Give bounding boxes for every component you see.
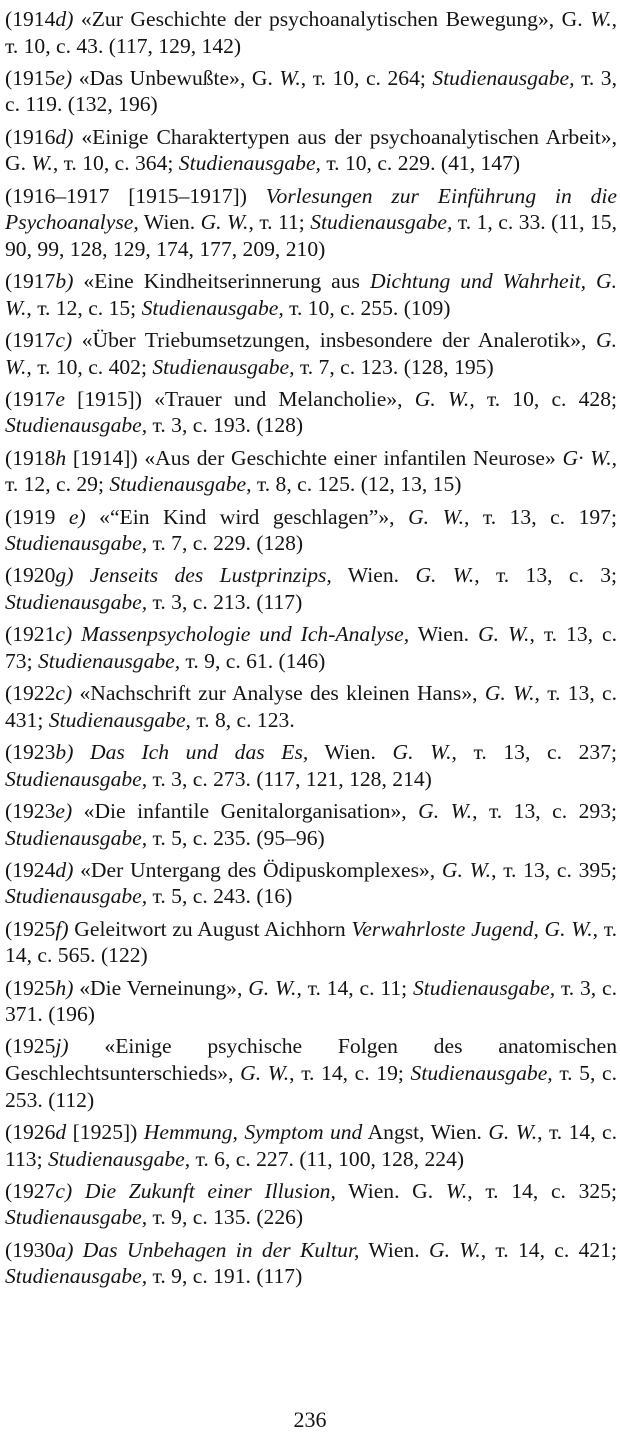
- entry-italic-text: Studienausgabe,: [38, 648, 181, 673]
- entry-text: т. 5, с. 253. (112): [5, 1061, 617, 1112]
- entry-text: (1924: [5, 857, 56, 882]
- entry-text: , т. 13, с. 73;: [5, 622, 618, 673]
- entry-italic-text: e): [68, 504, 86, 529]
- entry-italic-text: h: [55, 445, 67, 470]
- entry-text: Wien.: [359, 1237, 429, 1262]
- entry-italic-text: Studienausgabe,: [412, 975, 556, 1000]
- entry-italic-text: G· W.: [562, 445, 612, 470]
- entry-italic-text: Das Unbehagen in der Kultur,: [82, 1237, 360, 1262]
- entry-italic-text: W.: [279, 65, 301, 90]
- entry-italic-text: c): [55, 327, 73, 352]
- entry-text: [1925]): [66, 1119, 144, 1144]
- bibliography-entry: [5, 739, 617, 792]
- entry-text: «Einige Charaktertypen aus der psychoanalytischen Arbeit», G.: [5, 124, 617, 176]
- entry-text: , т. 14, с. 565. (122): [5, 916, 617, 968]
- entry-text: т. 7, с. 229. (128): [147, 531, 304, 556]
- entry-italic-text: e: [55, 386, 65, 411]
- entry-text: , т. 13, с. 237;: [451, 740, 618, 765]
- entry-italic-text: W.: [445, 1178, 468, 1203]
- entry-text: , т. 14, с. 421;: [480, 1237, 618, 1262]
- entry-text: Wien.: [308, 740, 393, 765]
- entry-italic-text: Hemmung, Symptom und: [143, 1119, 363, 1144]
- entry-italic-text: f): [55, 916, 69, 941]
- entry-italic-text: Studienausgabe,: [141, 295, 284, 320]
- entry-italic-text: Verwahrloste Jugend, G. W.: [351, 916, 593, 941]
- page-number: 236: [293, 1407, 327, 1432]
- entry-italic-text: G. W.: [415, 563, 475, 588]
- entry-italic-text: c): [55, 622, 73, 647]
- bibliography-entry: [5, 6, 617, 59]
- entry-italic-text: b): [55, 740, 74, 765]
- entry-text: , т. 10, с. 364;: [52, 151, 179, 176]
- entry-italic-text: Das Ich und das Es,: [90, 740, 309, 765]
- entry-text: [1914]) «Aus der Geschichte einer infantilen Neurose»: [66, 445, 563, 470]
- entry-text: , т. 13, с. 3;: [474, 563, 618, 588]
- entry-text: , т. 13, с. 395;: [491, 857, 617, 882]
- entry-text: Wien.: [409, 622, 479, 647]
- entry-italic-text: Studienausgabe,: [310, 210, 453, 235]
- entry-text: [72, 622, 81, 646]
- entry-italic-text: G. W.: [418, 798, 473, 823]
- bibliography-entry: [5, 798, 617, 851]
- entry-italic-text: Vorlesungen zur Einführung in die Psychoanalyse,: [5, 183, 617, 235]
- entry-text: [73, 563, 89, 587]
- entry-italic-text: Jenseits des Lustprinzips,: [89, 563, 332, 588]
- entry-italic-text: d: [55, 1119, 67, 1144]
- entry-italic-text: Studienausgabe,: [5, 531, 148, 556]
- entry-italic-text: a): [55, 1237, 74, 1262]
- entry-italic-text: G. W.: [441, 857, 492, 882]
- bibliography-entry: [5, 975, 617, 1028]
- entry-italic-text: G. W.: [478, 622, 530, 647]
- bibliography-entry: [5, 1119, 617, 1172]
- entry-text: , т. 13, с. 293;: [472, 798, 617, 823]
- entry-italic-text: Studienausgabe,: [5, 1264, 148, 1289]
- entry-text: (1916: [5, 124, 56, 149]
- entry-text: (1925: [5, 1034, 56, 1059]
- entry-text: т. 7, с. 123. (128, 195): [294, 354, 494, 379]
- entry-italic-text: G. W.: [414, 386, 470, 411]
- entry-italic-text: W.: [31, 151, 53, 176]
- entry-italic-text: d): [55, 857, 74, 882]
- entry-text: «Die infantile Genitalorganisation»,: [72, 798, 419, 823]
- entry-text: [73, 740, 90, 764]
- entry-italic-text: Studienausgabe,: [432, 65, 575, 90]
- entry-text: «Die Verneinung»,: [73, 975, 249, 1000]
- entry-text: Angst, Wien.: [362, 1119, 489, 1144]
- entry-italic-text: j): [55, 1034, 69, 1059]
- entry-text: [1915]) «Trauer und Melancholie»,: [64, 386, 415, 411]
- entry-italic-text: G. W.: [392, 740, 452, 765]
- entry-text: т. 9, с. 61. (146): [180, 648, 326, 673]
- bibliography-entry: [5, 916, 617, 969]
- entry-text: т. 1, с. 33. (11, 15, 90, 99, 128, 129, 174, 177, 209, 210): [5, 210, 617, 261]
- entry-text: (1927: [5, 1178, 56, 1203]
- entry-text: Wien. G.: [335, 1178, 446, 1203]
- entry-text: т. 3, с. 213. (117): [147, 590, 303, 615]
- bibliography-entry: [5, 562, 617, 615]
- bibliography-entry: [5, 327, 617, 380]
- entry-text: т. 10, с. 255. (109): [283, 295, 451, 320]
- entry-italic-text: Massenpsychologie und Ich-Analyse,: [81, 622, 410, 647]
- entry-text: , т. 12, с. 29;: [5, 445, 617, 497]
- entry-italic-text: Studienausgabe,: [109, 472, 252, 497]
- entry-text: (1918: [5, 445, 56, 470]
- entry-italic-text: e): [55, 65, 73, 90]
- entry-text: , т. 10, с. 43. (117, 129, 142): [5, 7, 617, 58]
- entry-italic-text: Studienausgabe,: [5, 825, 148, 850]
- entry-italic-text: Studienausgabe,: [5, 884, 148, 909]
- entry-text: «Zur Geschichte der psychoanalytischen Bewegung», G.: [73, 7, 591, 31]
- entry-text: (1930: [5, 1237, 56, 1262]
- entry-text: (1923: [5, 740, 56, 765]
- entry-italic-text: Studienausgabe,: [48, 707, 191, 732]
- bibliography-entry: [5, 386, 617, 439]
- entry-text: , т. 10, с. 402;: [26, 354, 153, 379]
- entry-text: т. 6, с. 227. (11, 100, 128, 224): [190, 1146, 465, 1171]
- bibliography-entry: [5, 445, 617, 498]
- entry-text: (1916–1917 [1915–1917]): [5, 183, 266, 208]
- bibliography-entry: [5, 268, 617, 321]
- entry-italic-text: g): [55, 563, 74, 588]
- entry-italic-text: c): [55, 1178, 73, 1203]
- entry-text: (1926: [5, 1119, 56, 1144]
- entry-italic-text: G. W.: [488, 1119, 538, 1144]
- entry-text: «Eine Kindheitserinnerung aus: [73, 269, 370, 294]
- entry-text: , т. 14, с. 11;: [296, 975, 413, 1000]
- bibliography-entry: [5, 857, 617, 910]
- entry-text: т. 9, с. 135. (226): [147, 1205, 304, 1230]
- entry-text: т. 3, с. 371. (196): [5, 975, 617, 1027]
- entry-text: «Einige psychische Folgen des anatomischen Geschlechtsunterschieds»,: [5, 1034, 617, 1086]
- entry-text: (1917: [5, 269, 56, 294]
- entry-text: «Nachschrift zur Analyse des kleinen Hans»,: [72, 681, 485, 706]
- entry-italic-text: Studienausgabe,: [5, 590, 148, 615]
- entry-text: (1923: [5, 798, 56, 823]
- entry-text: [73, 1238, 82, 1262]
- entry-text: т. 9, с. 191. (117): [147, 1264, 303, 1289]
- entry-text: «Über Triebumsetzungen, insbesondere der Analerotik»,: [72, 327, 596, 352]
- entry-italic-text: Die Zukunft einer Illusion,: [84, 1178, 336, 1203]
- entry-italic-text: G. W.: [240, 1061, 290, 1086]
- entry-text: , т. 14, с. 19;: [289, 1061, 411, 1086]
- entry-text: Wien.: [138, 210, 201, 235]
- entry-italic-text: G. W.: [200, 210, 249, 235]
- entry-text: т. 5, с. 243. (16): [147, 884, 293, 909]
- entry-italic-text: G. W.: [484, 681, 535, 706]
- entry-text: т. 10, с. 229. (41, 147): [320, 151, 521, 176]
- entry-italic-text: Studienausgabe,: [5, 766, 148, 791]
- entry-text: т. 3, с. 193. (128): [147, 413, 304, 438]
- entry-text: «“Ein Kind wird geschlagen”»,: [85, 504, 409, 529]
- bibliography-entry: [5, 1237, 617, 1290]
- entry-text: , т. 13, с. 431;: [5, 681, 618, 732]
- entry-text: (1917: [5, 327, 56, 352]
- entry-italic-text: Dichtung und Wahrheit, G. W.: [5, 269, 617, 320]
- entry-italic-text: b): [55, 269, 74, 294]
- entry-text: (1915: [5, 65, 56, 90]
- entry-text: , т. 14, с. 325;: [467, 1178, 618, 1203]
- entry-italic-text: G. W.: [5, 327, 617, 379]
- entry-italic-text: Studienausgabe,: [5, 413, 148, 438]
- entry-text: , т. 10, с. 264;: [300, 65, 433, 90]
- bibliography-entry: [5, 183, 617, 263]
- entry-text: т. 8, с. 123.: [190, 707, 295, 732]
- entry-italic-text: G. W.: [428, 1237, 481, 1262]
- bibliography-entry: [5, 504, 617, 557]
- entry-text: т. 8, с. 125. (12, 13, 15): [251, 472, 462, 497]
- entry-text: (1917: [5, 386, 56, 411]
- entry-italic-text: d): [55, 7, 74, 31]
- bibliography-list: [5, 6, 617, 1296]
- entry-text: т. 3, с. 119. (132, 196): [5, 65, 617, 117]
- entry-italic-text: G. W.: [408, 504, 464, 529]
- entry-text: (1921: [5, 622, 56, 647]
- entry-italic-text: h): [55, 975, 74, 1000]
- entry-text: (1925: [5, 975, 56, 1000]
- entry-text: (1920: [5, 563, 56, 588]
- entry-text: , т. 11;: [248, 210, 311, 235]
- bibliography-entry: [5, 680, 617, 733]
- entry-italic-text: G. W.: [248, 975, 297, 1000]
- bibliography-entry: [5, 621, 617, 674]
- entry-text: (1919: [5, 504, 69, 529]
- entry-text: Wien.: [331, 563, 416, 588]
- entry-italic-text: Studienausgabe,: [48, 1146, 191, 1171]
- entry-text: [72, 1179, 85, 1203]
- entry-italic-text: Studienausgabe,: [5, 1205, 148, 1230]
- entry-text: (1914: [5, 7, 56, 31]
- entry-text: , т. 14, с. 113;: [5, 1119, 618, 1171]
- entry-text: «Der Untergang des Ödipuskomplexes»,: [73, 857, 442, 882]
- entry-text: , т. 10, с. 428;: [469, 386, 617, 411]
- entry-text: , т. 13, с. 197;: [463, 504, 617, 529]
- entry-italic-text: W.: [590, 7, 612, 31]
- entry-text: т. 5, с. 235. (95–96): [147, 825, 325, 850]
- entry-italic-text: Studienausgabe,: [152, 354, 295, 379]
- bibliography-entry: [5, 1033, 617, 1113]
- entry-text: (1922: [5, 681, 56, 706]
- entry-text: т. 3, с. 273. (117, 121, 128, 214): [147, 766, 432, 791]
- entry-italic-text: c): [55, 681, 73, 706]
- entry-text: (1925: [5, 916, 56, 941]
- entry-text: , т. 12, с. 15;: [26, 295, 142, 320]
- entry-italic-text: Studienausgabe,: [178, 151, 321, 176]
- entry-text: «Das Unbewußte», G.: [72, 65, 280, 90]
- entry-text: Geleitwort zu August Aichhorn: [68, 916, 352, 941]
- bibliography-entry: [5, 124, 617, 177]
- bibliography-entry: [5, 1178, 617, 1231]
- entry-italic-text: e): [55, 798, 73, 823]
- bibliography-entry: [5, 65, 617, 118]
- entry-italic-text: d): [55, 124, 74, 149]
- entry-italic-text: Studienausgabe,: [410, 1061, 553, 1086]
